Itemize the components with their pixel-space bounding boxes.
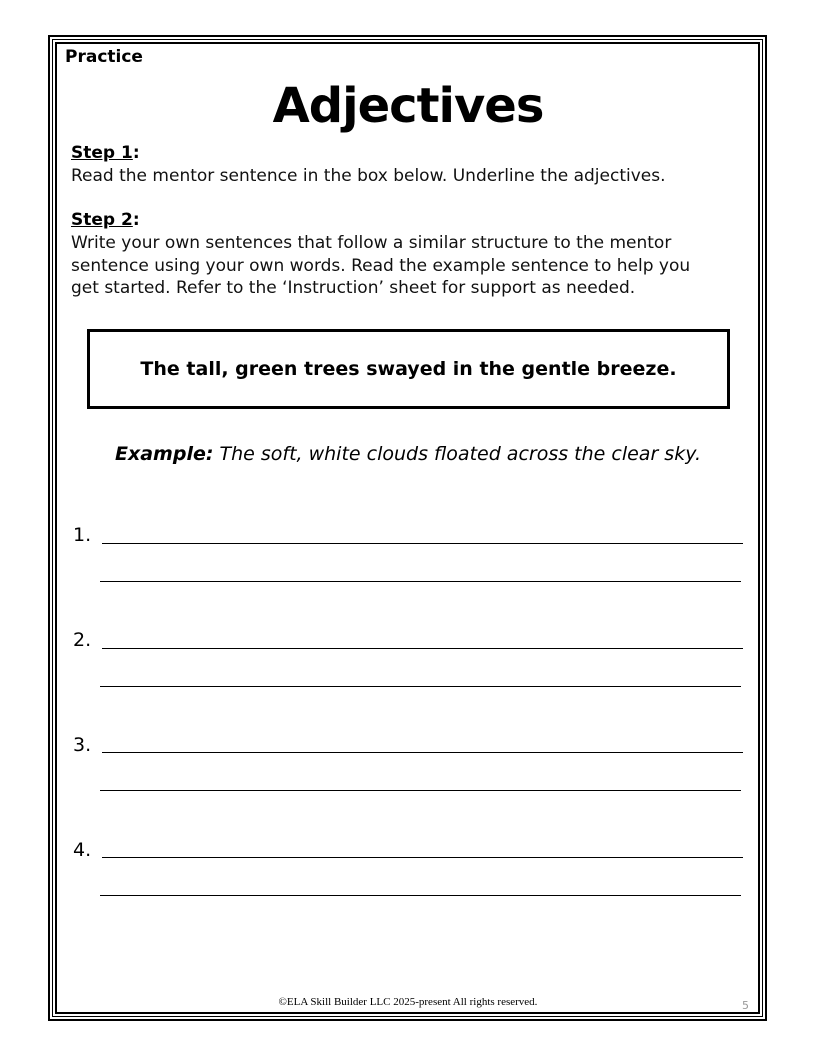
answer-line-2a[interactable] (102, 648, 743, 649)
step2-heading-text: Step 2 (71, 210, 133, 230)
step2-line: Write your own sentences that follow a similar structure to the mentor (71, 233, 672, 253)
mentor-sentence-box (87, 329, 730, 409)
step2-colon: : (132, 210, 140, 230)
page-number: 5 (742, 999, 749, 1012)
answer-line-2b[interactable] (100, 686, 741, 687)
answer-line-4a[interactable] (102, 857, 743, 858)
answer-line-1a[interactable] (102, 543, 743, 544)
answer-line-3b[interactable] (100, 790, 741, 791)
page-title: Adjectives (272, 78, 544, 134)
answer-number-1: 1. (73, 524, 92, 546)
answer-number-3: 3. (73, 734, 92, 756)
step1-colon: : (132, 143, 140, 163)
example-text: The soft, white clouds floated across the clear sky. (213, 443, 702, 465)
step2-instructions (71, 232, 751, 300)
mentor-sentence: The tall, green trees swayed in the gentle breeze. (140, 358, 677, 380)
answer-number-4: 4. (73, 839, 92, 861)
step1-heading (71, 143, 140, 163)
answer-number-2: 2. (73, 629, 92, 651)
step1-instructions: Read the mentor sentence in the box below. Underline the adjectives. (71, 166, 666, 186)
section-label: Practice (65, 47, 143, 67)
step2-heading (71, 210, 140, 230)
answer-line-1b[interactable] (100, 581, 741, 582)
page-border-inner (55, 42, 760, 1014)
step2-line: get started. Refer to the ‘Instruction’ sheet for support as needed. (71, 278, 636, 298)
answer-line-3a[interactable] (102, 752, 743, 753)
step1-heading-text: Step 1 (71, 143, 133, 163)
example-sentence (0, 443, 816, 465)
copyright-footer: ©ELA Skill Builder LLC 2025-present All rights reserved. (278, 996, 538, 1008)
step2-line: sentence using your own words. Read the example sentence to help you (71, 255, 691, 276)
example-label: Example: (114, 443, 214, 465)
answer-line-4b[interactable] (100, 895, 741, 896)
